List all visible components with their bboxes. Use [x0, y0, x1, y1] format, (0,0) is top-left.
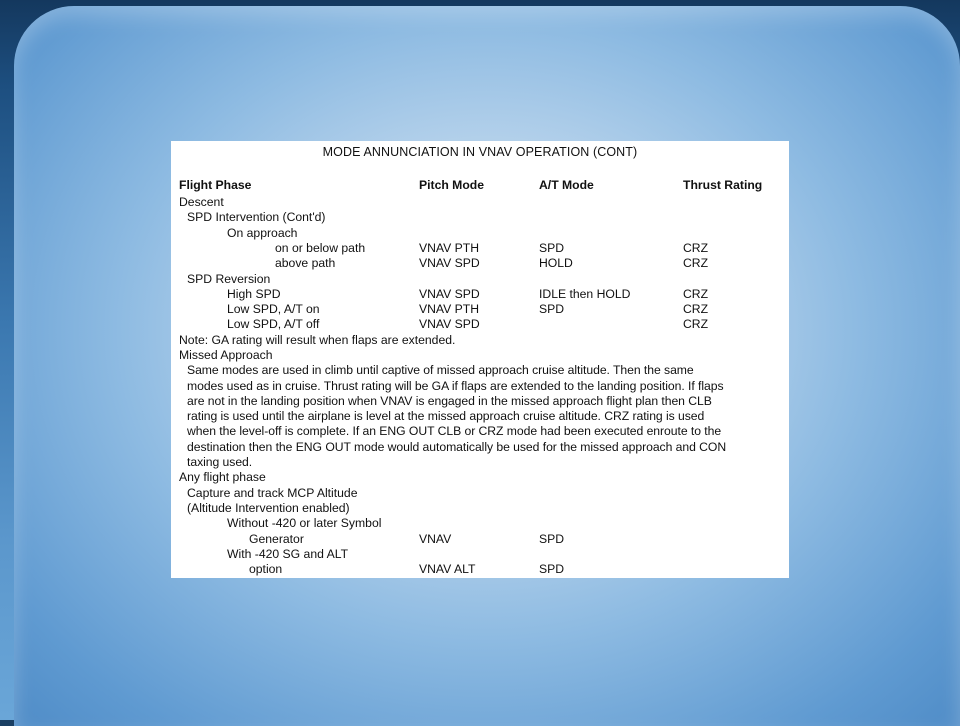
table-row: [171, 501, 789, 516]
cell-at-mode: SPD: [539, 531, 565, 546]
cell-flight-phase: (Altitude Intervention enabled): [187, 501, 350, 515]
cell-pitch-mode: VNAV SPD: [419, 317, 480, 332]
cell-thrust-rating: CRZ: [683, 302, 709, 317]
cell-flight-phase: With -420 SG and ALT: [227, 546, 349, 561]
cell-pitch-mode: VNAV: [419, 531, 452, 546]
header-at-mode: A/T Mode: [539, 178, 594, 192]
cell-flight-phase: Descent: [179, 195, 224, 209]
table-row: [171, 516, 789, 531]
table-row: [171, 195, 789, 210]
table-row: [171, 470, 789, 485]
table-row: [171, 302, 789, 317]
cell-pitch-mode: VNAV PTH: [419, 240, 480, 255]
table-row: [171, 256, 789, 271]
cell-flight-phase: on or below path: [275, 240, 366, 255]
table-row: [171, 486, 789, 501]
cell-flight-phase: SPD Intervention (Cont'd): [187, 210, 326, 225]
cell-pitch-mode: VNAV ALT: [419, 562, 476, 577]
missed-approach-paragraph: Same modes are used in climb until captive of missed approach cruise altitude. Then the same modes used as in cruise. Thrust rating will be GA if flaps are extended to the landing position. If flaps are not in the landing position when VNAV is engaged in the missed approach flight plan then CLB rating is used until the airplane is level at the missed approach cruise altitude. CRZ rating is used when the level-off is complete. If an ENG OUT CLB or CRZ mode had been executed enroute to the destination then the ENG OUT mode would automatically be used for the missed approach and CON taxing used.: [187, 363, 727, 470]
cell-flight-phase: Without -420 or later Symbol: [227, 516, 382, 531]
table-row: [171, 210, 789, 225]
cell-thrust-rating: CRZ: [683, 286, 709, 301]
cell-at-mode: HOLD: [539, 256, 573, 271]
cell-flight-phase: Generator: [249, 531, 304, 546]
cell-at-mode: IDLE then HOLD: [539, 286, 631, 301]
document-title: MODE ANNUNCIATION IN VNAV OPERATION (CONT): [322, 145, 638, 159]
cell-flight-phase: High SPD: [227, 286, 281, 301]
cell-pitch-mode: VNAV SPD: [419, 286, 480, 301]
table-row: [171, 348, 789, 363]
cell-at-mode: SPD: [539, 562, 565, 577]
cell-flight-phase: option: [249, 562, 283, 577]
cell-flight-phase: Missed Approach: [179, 348, 273, 362]
cell-flight-phase: Any flight phase: [179, 470, 266, 485]
table-row: [171, 532, 789, 547]
cell-flight-phase: Note: GA rating will result when flaps are extended.: [179, 332, 456, 347]
table-row: [171, 317, 789, 332]
cell-flight-phase: On approach: [227, 225, 298, 240]
cell-flight-phase: SPD Reversion: [187, 271, 271, 286]
cell-thrust-rating: CRZ: [683, 240, 709, 255]
cell-pitch-mode: VNAV PTH: [419, 302, 480, 317]
cell-pitch-mode: VNAV SPD: [419, 256, 480, 271]
table-row: [171, 287, 789, 302]
document-panel: [171, 141, 789, 578]
table-row: [171, 562, 789, 577]
cell-at-mode: SPD: [539, 302, 565, 317]
cell-thrust-rating: CRZ: [683, 317, 709, 332]
cell-flight-phase: Low SPD, A/T off: [227, 317, 320, 332]
table-row: [171, 241, 789, 256]
table-row: [171, 333, 789, 348]
header-flight-phase: Flight Phase: [179, 178, 252, 192]
cell-flight-phase: Low SPD, A/T on: [227, 302, 320, 317]
table-row: [171, 272, 789, 287]
cell-thrust-rating: CRZ: [683, 256, 709, 271]
table-row: [171, 547, 789, 562]
cell-at-mode: SPD: [539, 240, 565, 255]
cell-flight-phase: Capture and track MCP Altitude: [187, 485, 358, 500]
cell-flight-phase: above path: [275, 256, 336, 271]
table-row: [171, 226, 789, 241]
header-thrust-rating: Thrust Rating: [683, 178, 763, 192]
header-pitch-mode: Pitch Mode: [419, 178, 485, 192]
